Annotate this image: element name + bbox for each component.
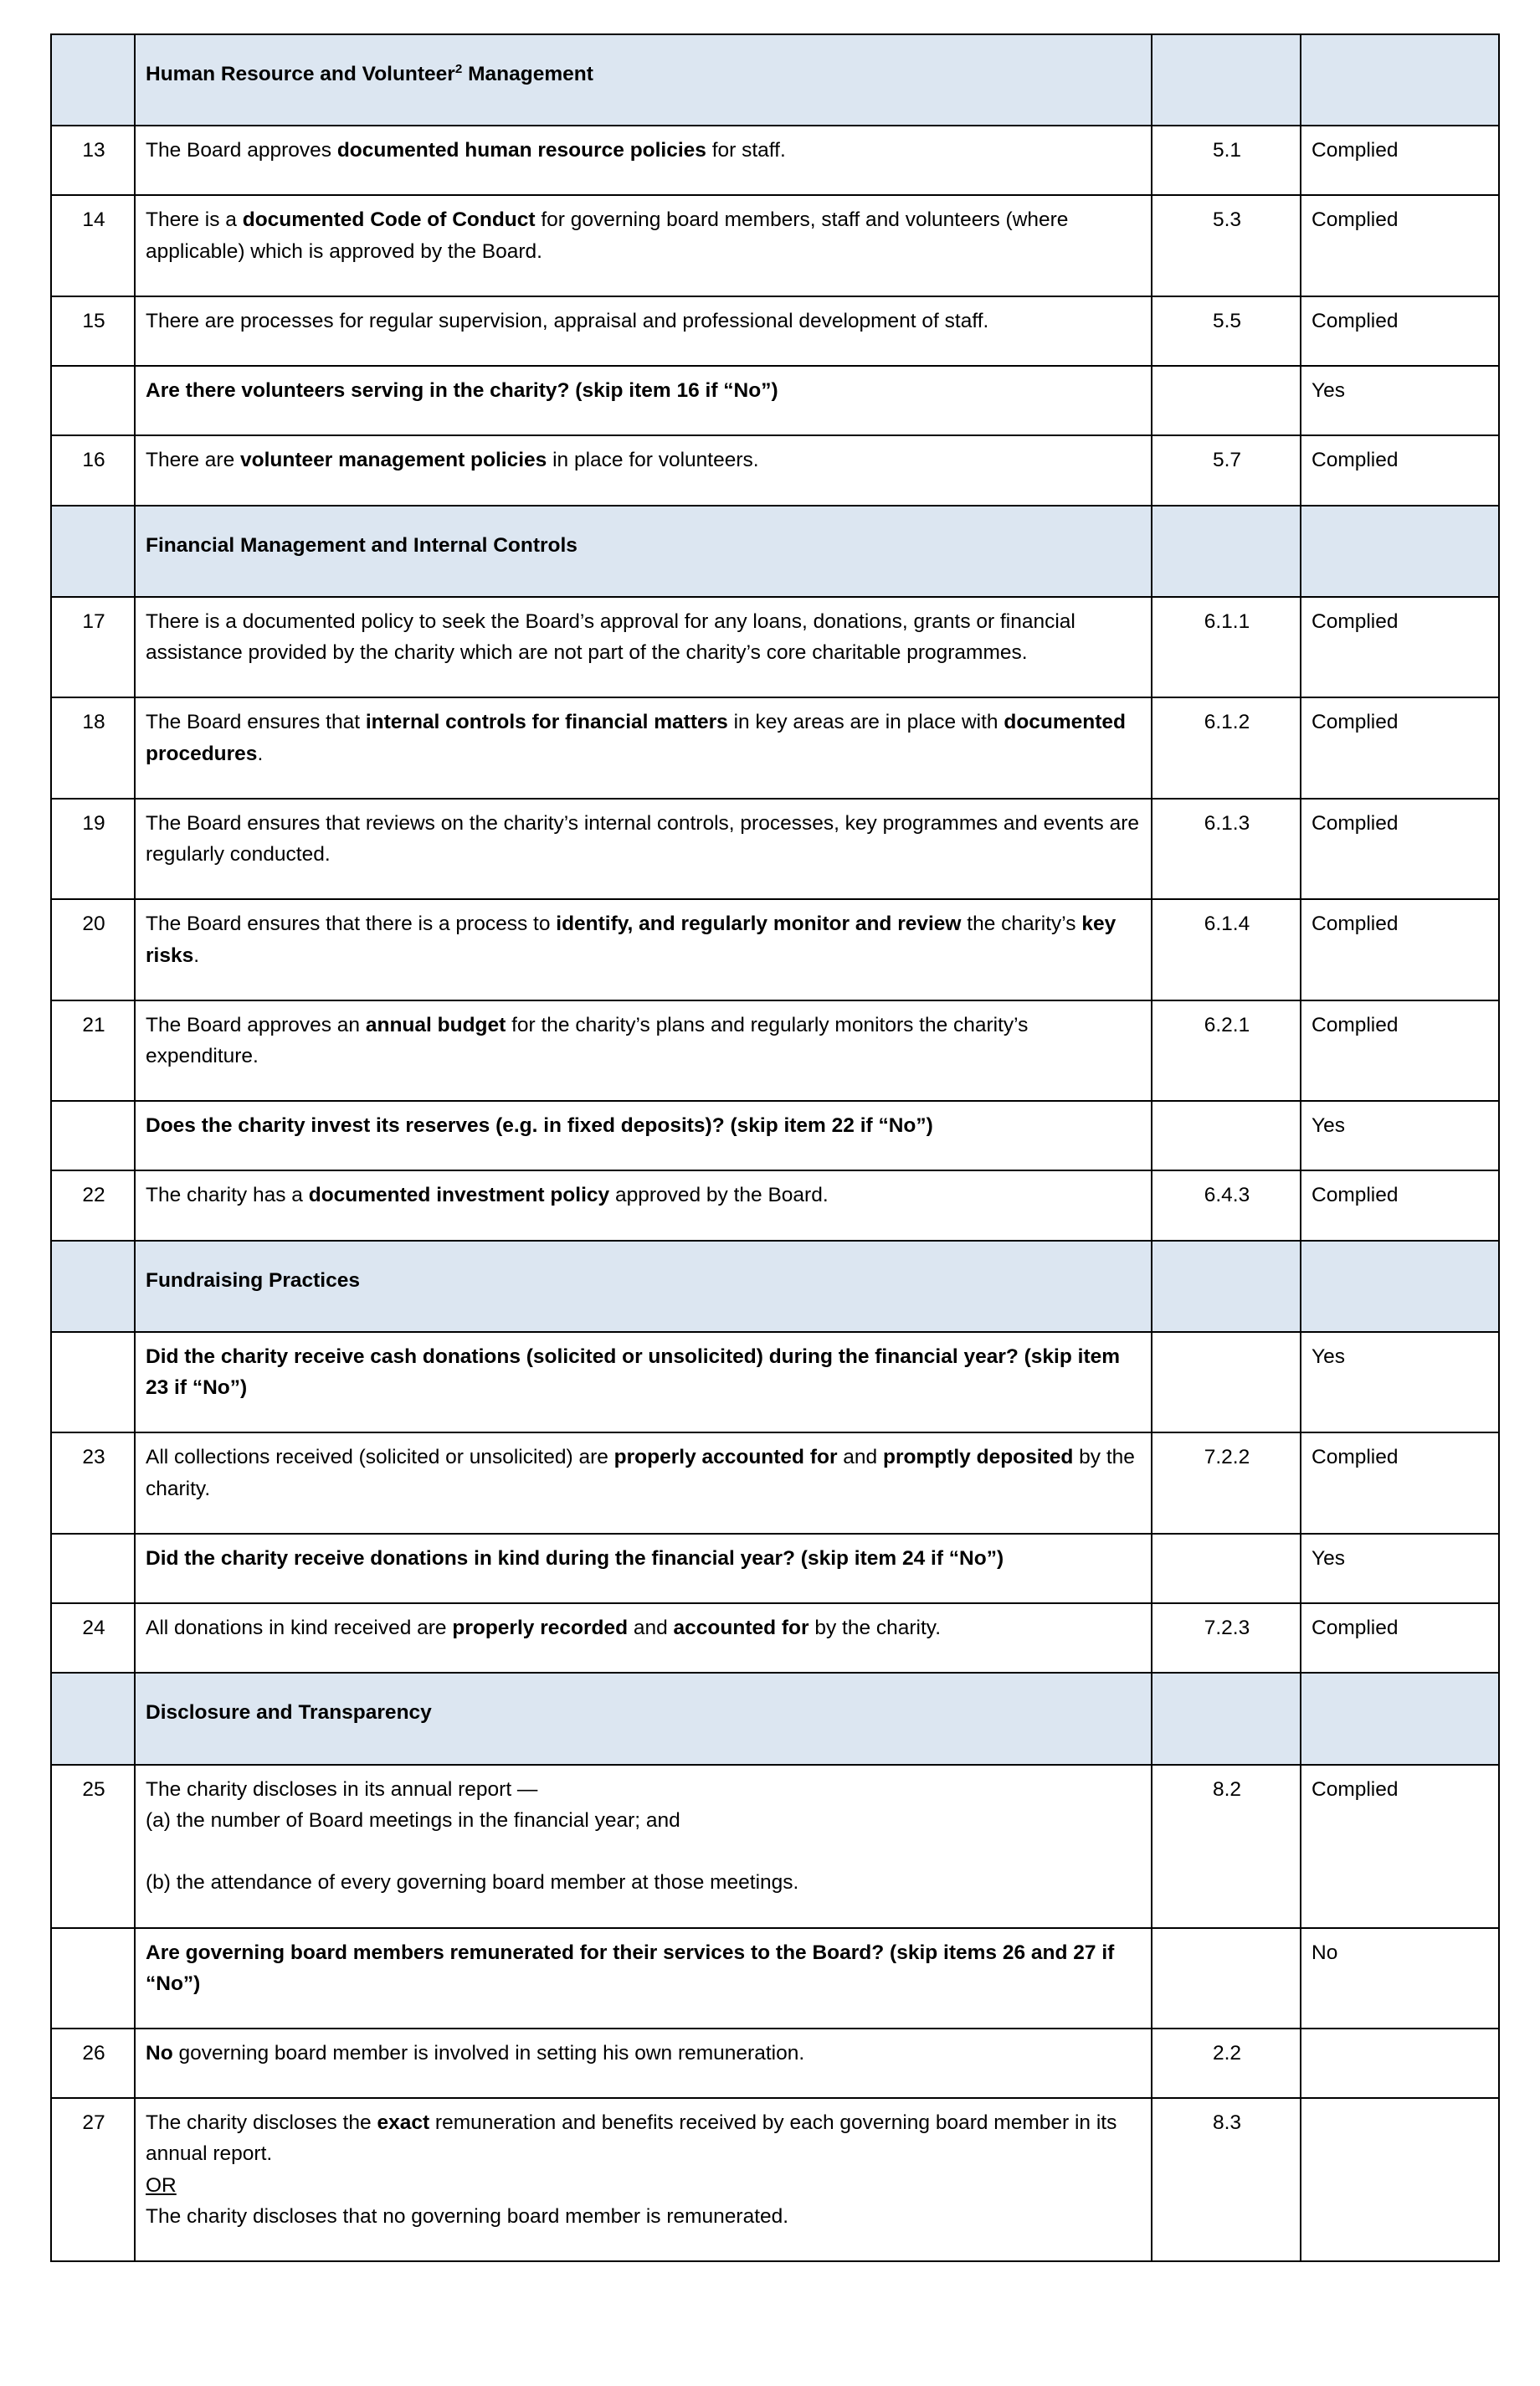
code-reference-cell — [1152, 1241, 1301, 1332]
item-description-cell: The charity discloses the exact remuneration and benefits received by each governing board member in its annual report. OR The charity discloses that no governing board member is remunerated. — [135, 2098, 1152, 2261]
status-cell: Complied — [1301, 296, 1499, 366]
item-description-cell: All donations in kind received are properly recorded and accounted for by the charity. — [135, 1603, 1152, 1673]
code-reference-cell — [1152, 1101, 1301, 1170]
item-number-cell — [51, 34, 135, 126]
table-row — [51, 126, 1499, 195]
item-number-cell: 17 — [51, 597, 135, 697]
item-number-cell: 19 — [51, 799, 135, 899]
code-reference-cell: 8.3 — [1152, 2098, 1301, 2261]
section-header-row — [51, 506, 1499, 597]
code-reference-cell — [1152, 1673, 1301, 1764]
table-row — [51, 1170, 1499, 1240]
item-number-cell: 18 — [51, 697, 135, 798]
code-reference-cell — [1152, 506, 1301, 597]
status-cell — [1301, 2029, 1499, 2098]
table-row — [51, 1765, 1499, 1928]
code-reference-cell: 7.2.3 — [1152, 1603, 1301, 1673]
section-header-row — [51, 34, 1499, 126]
status-cell: Complied — [1301, 1603, 1499, 1673]
status-cell: Complied — [1301, 597, 1499, 697]
item-number-cell — [51, 1332, 135, 1432]
section-title-cell: Disclosure and Transparency — [135, 1673, 1152, 1764]
status-cell: Complied — [1301, 126, 1499, 195]
screening-question-row — [51, 1332, 1499, 1432]
item-number-cell: 16 — [51, 435, 135, 505]
code-reference-cell: 5.3 — [1152, 195, 1301, 296]
item-number-cell: 22 — [51, 1170, 135, 1240]
checklist-body — [51, 34, 1499, 2261]
table-row — [51, 799, 1499, 899]
code-reference-cell — [1152, 1332, 1301, 1432]
status-cell — [1301, 1673, 1499, 1764]
item-number-cell: 20 — [51, 899, 135, 1000]
code-reference-cell: 6.1.3 — [1152, 799, 1301, 899]
status-cell: Complied — [1301, 1432, 1499, 1533]
item-description-cell: Does the charity invest its reserves (e.g. in fixed deposits)? (skip item 22 if “No”) — [135, 1101, 1152, 1170]
code-reference-cell: 2.2 — [1152, 2029, 1301, 2098]
code-reference-cell — [1152, 1534, 1301, 1603]
item-number-cell: 21 — [51, 1000, 135, 1101]
status-cell: Complied — [1301, 1000, 1499, 1101]
code-reference-cell — [1152, 1928, 1301, 2029]
item-description-cell: The charity discloses in its annual report — (a) the number of Board meetings in the financial year; and (b) the attendance of every governing board member at those meetings. — [135, 1765, 1152, 1928]
code-reference-cell: 7.2.2 — [1152, 1432, 1301, 1533]
screening-question-row — [51, 1534, 1499, 1603]
item-description-cell: All collections received (solicited or unsolicited) are properly accounted for and promptly deposited by the charity. — [135, 1432, 1152, 1533]
status-cell — [1301, 34, 1499, 126]
table-row — [51, 195, 1499, 296]
item-number-cell: 14 — [51, 195, 135, 296]
code-reference-cell: 6.1.4 — [1152, 899, 1301, 1000]
status-cell: Yes — [1301, 1332, 1499, 1432]
section-title-cell: Financial Management and Internal Controls — [135, 506, 1152, 597]
status-cell — [1301, 506, 1499, 597]
item-number-cell — [51, 366, 135, 435]
table-row — [51, 697, 1499, 798]
status-cell: Complied — [1301, 697, 1499, 798]
status-cell — [1301, 1241, 1499, 1332]
code-reference-cell — [1152, 366, 1301, 435]
item-number-cell — [51, 1534, 135, 1603]
code-reference-cell: 8.2 — [1152, 1765, 1301, 1928]
screening-question-row — [51, 366, 1499, 435]
code-reference-cell: 6.4.3 — [1152, 1170, 1301, 1240]
section-header-row — [51, 1241, 1499, 1332]
status-cell: No — [1301, 1928, 1499, 2029]
item-description-cell: There is a documented policy to seek the Board’s approval for any loans, donations, grants or financial assistance provided by the charity which are not part of the charity’s core charitable programmes. — [135, 597, 1152, 697]
item-description-cell: There is a documented Code of Conduct for governing board members, staff and volunteers (where applicable) which is approved by the Board. — [135, 195, 1152, 296]
governance-checklist-table — [50, 33, 1500, 2262]
item-description-cell: The charity has a documented investment policy approved by the Board. — [135, 1170, 1152, 1240]
status-cell: Complied — [1301, 899, 1499, 1000]
table-row — [51, 597, 1499, 697]
code-reference-cell: 6.1.1 — [1152, 597, 1301, 697]
item-number-cell — [51, 1928, 135, 2029]
item-description-cell: No governing board member is involved in setting his own remuneration. — [135, 2029, 1152, 2098]
table-row — [51, 899, 1499, 1000]
item-number-cell: 24 — [51, 1603, 135, 1673]
screening-question-row — [51, 1928, 1499, 2029]
status-cell: Complied — [1301, 1170, 1499, 1240]
item-number-cell: 25 — [51, 1765, 135, 1928]
item-description-cell: Did the charity receive donations in kind during the financial year? (skip item 24 if “No”) — [135, 1534, 1152, 1603]
section-title-cell: Human Resource and Volunteer$^2$ Management — [135, 34, 1152, 126]
table-row — [51, 1603, 1499, 1673]
item-number-cell — [51, 1101, 135, 1170]
item-number-cell: 15 — [51, 296, 135, 366]
table-row — [51, 1432, 1499, 1533]
section-header-row — [51, 1673, 1499, 1764]
status-cell: Complied — [1301, 195, 1499, 296]
table-row — [51, 296, 1499, 366]
status-cell: Complied — [1301, 1765, 1499, 1928]
item-description-cell: Are governing board members remunerated for their services to the Board? (skip items 26 and 27 if “No”) — [135, 1928, 1152, 2029]
table-row — [51, 2029, 1499, 2098]
status-cell: Yes — [1301, 1534, 1499, 1603]
code-reference-cell: 6.2.1 — [1152, 1000, 1301, 1101]
code-reference-cell — [1152, 34, 1301, 126]
item-description-cell: The Board approves an annual budget for the charity’s plans and regularly monitors the charity’s expenditure. — [135, 1000, 1152, 1101]
item-number-cell: 26 — [51, 2029, 135, 2098]
code-reference-cell: 5.5 — [1152, 296, 1301, 366]
table-row — [51, 435, 1499, 505]
item-description-cell: The Board ensures that internal controls for financial matters in key areas are in place with documented procedures. — [135, 697, 1152, 798]
screening-question-row — [51, 1101, 1499, 1170]
status-cell — [1301, 2098, 1499, 2261]
code-reference-cell: 6.1.2 — [1152, 697, 1301, 798]
status-cell: Yes — [1301, 1101, 1499, 1170]
item-description-cell: The Board approves documented human resource policies for staff. — [135, 126, 1152, 195]
status-cell: Complied — [1301, 799, 1499, 899]
item-number-cell — [51, 506, 135, 597]
table-row — [51, 2098, 1499, 2261]
item-number-cell — [51, 1241, 135, 1332]
code-reference-cell: 5.1 — [1152, 126, 1301, 195]
item-number-cell — [51, 1673, 135, 1764]
item-description-cell: There are processes for regular supervision, appraisal and professional development of staff. — [135, 296, 1152, 366]
code-reference-cell: 5.7 — [1152, 435, 1301, 505]
item-number-cell: 23 — [51, 1432, 135, 1533]
section-title-cell: Fundraising Practices — [135, 1241, 1152, 1332]
item-number-cell: 13 — [51, 126, 135, 195]
item-description-cell: Are there volunteers serving in the charity? (skip item 16 if “No”) — [135, 366, 1152, 435]
item-description-cell: The Board ensures that there is a process to identify, and regularly monitor and review the charity’s key risks. — [135, 899, 1152, 1000]
item-description-cell: There are volunteer management policies in place for volunteers. — [135, 435, 1152, 505]
item-description-cell: Did the charity receive cash donations (solicited or unsolicited) during the financial year? (skip item 23 if “No”) — [135, 1332, 1152, 1432]
status-cell: Yes — [1301, 366, 1499, 435]
status-cell: Complied — [1301, 435, 1499, 505]
table-row — [51, 1000, 1499, 1101]
item-description-cell: The Board ensures that reviews on the charity’s internal controls, processes, key programmes and events are regularly conducted. — [135, 799, 1152, 899]
item-number-cell: 27 — [51, 2098, 135, 2261]
